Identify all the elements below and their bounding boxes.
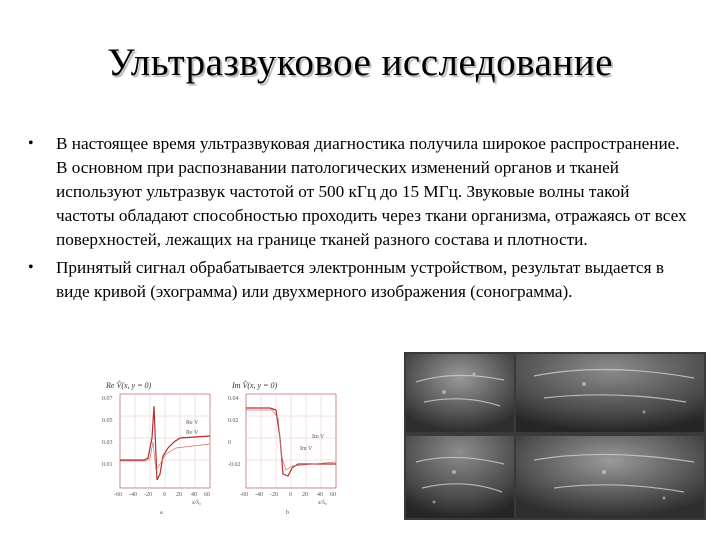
sonogram-svg (404, 352, 706, 520)
bullet-item (28, 132, 688, 252)
im-ytick: 0 (228, 440, 231, 446)
im-xtick: 40 (317, 492, 323, 498)
re-ytick: 0.05 (102, 418, 113, 424)
im-xtick: -60 (240, 492, 248, 498)
im-xlabel: x/λ₀ (318, 500, 328, 506)
sonogram-panel (516, 436, 704, 518)
im-plot-figure (226, 378, 342, 518)
re-xtick: 60 (204, 492, 210, 498)
bullet-text: В настоящее время ультразвуковая диагностика получила широкое распространение. В основном при распознавании патологических изменений органов и тканей используют ультразвук частотой от 500 кГц до 15 МГц. Звуковые волны такой частоты обладают способностью проходить через ткани организма, отражаясь от всех поверхностей, лежащих на границе тканей разного состава и плотности. (56, 134, 687, 249)
im-caption: b (286, 510, 289, 516)
sonogram-images (404, 352, 706, 520)
re-xtick: 40 (191, 492, 197, 498)
bullet-list (28, 132, 688, 308)
bullet-text: Принятый сигнал обрабатывается электронным устройством, результат выдается в виде кривой (эхограмма) или двухмерного изображения (сонограмма). (56, 258, 664, 301)
re-xtick: -40 (129, 492, 137, 498)
re-plot-grid (120, 394, 210, 488)
re-legend: Re V (186, 420, 199, 426)
re-legend: Re V (186, 430, 199, 436)
im-ytick: -0.02 (228, 462, 241, 468)
bullet-item (28, 256, 688, 304)
im-xtick: 0 (289, 492, 292, 498)
re-xlabel: x/λ₀ (192, 500, 202, 506)
im-legend: Im V (300, 446, 313, 452)
im-xtick: 20 (302, 492, 308, 498)
sonogram-panel (516, 354, 704, 432)
sonogram-panel (406, 436, 514, 518)
bullet-marker: • (28, 135, 34, 152)
im-plot-svg (226, 378, 342, 518)
re-xtick: -20 (144, 492, 152, 498)
re-ytick: 0.01 (102, 462, 113, 468)
im-xtick: 60 (330, 492, 336, 498)
im-ytick: 0.02 (228, 418, 239, 424)
im-legend: Im V (312, 434, 325, 440)
re-ytick: 0.03 (102, 440, 113, 446)
bullet-marker: • (28, 259, 34, 276)
im-ytick: 0.04 (228, 396, 239, 402)
re-plot-title: Re V̂(x, y = 0) (106, 381, 152, 390)
re-xtick: -60 (114, 492, 122, 498)
slide-title: Ультразвуковое исследование (107, 41, 613, 84)
re-xtick: 0 (163, 492, 166, 498)
im-xtick: -40 (255, 492, 263, 498)
re-plot-svg (100, 378, 216, 518)
re-caption: a (160, 510, 163, 516)
im-plot-title: Im V̂(x, y = 0) (232, 381, 278, 390)
sonogram-panel (406, 354, 514, 432)
re-ytick: 0.07 (102, 396, 113, 402)
re-xtick: 20 (176, 492, 182, 498)
im-xtick: -20 (270, 492, 278, 498)
re-plot-figure (100, 378, 216, 518)
